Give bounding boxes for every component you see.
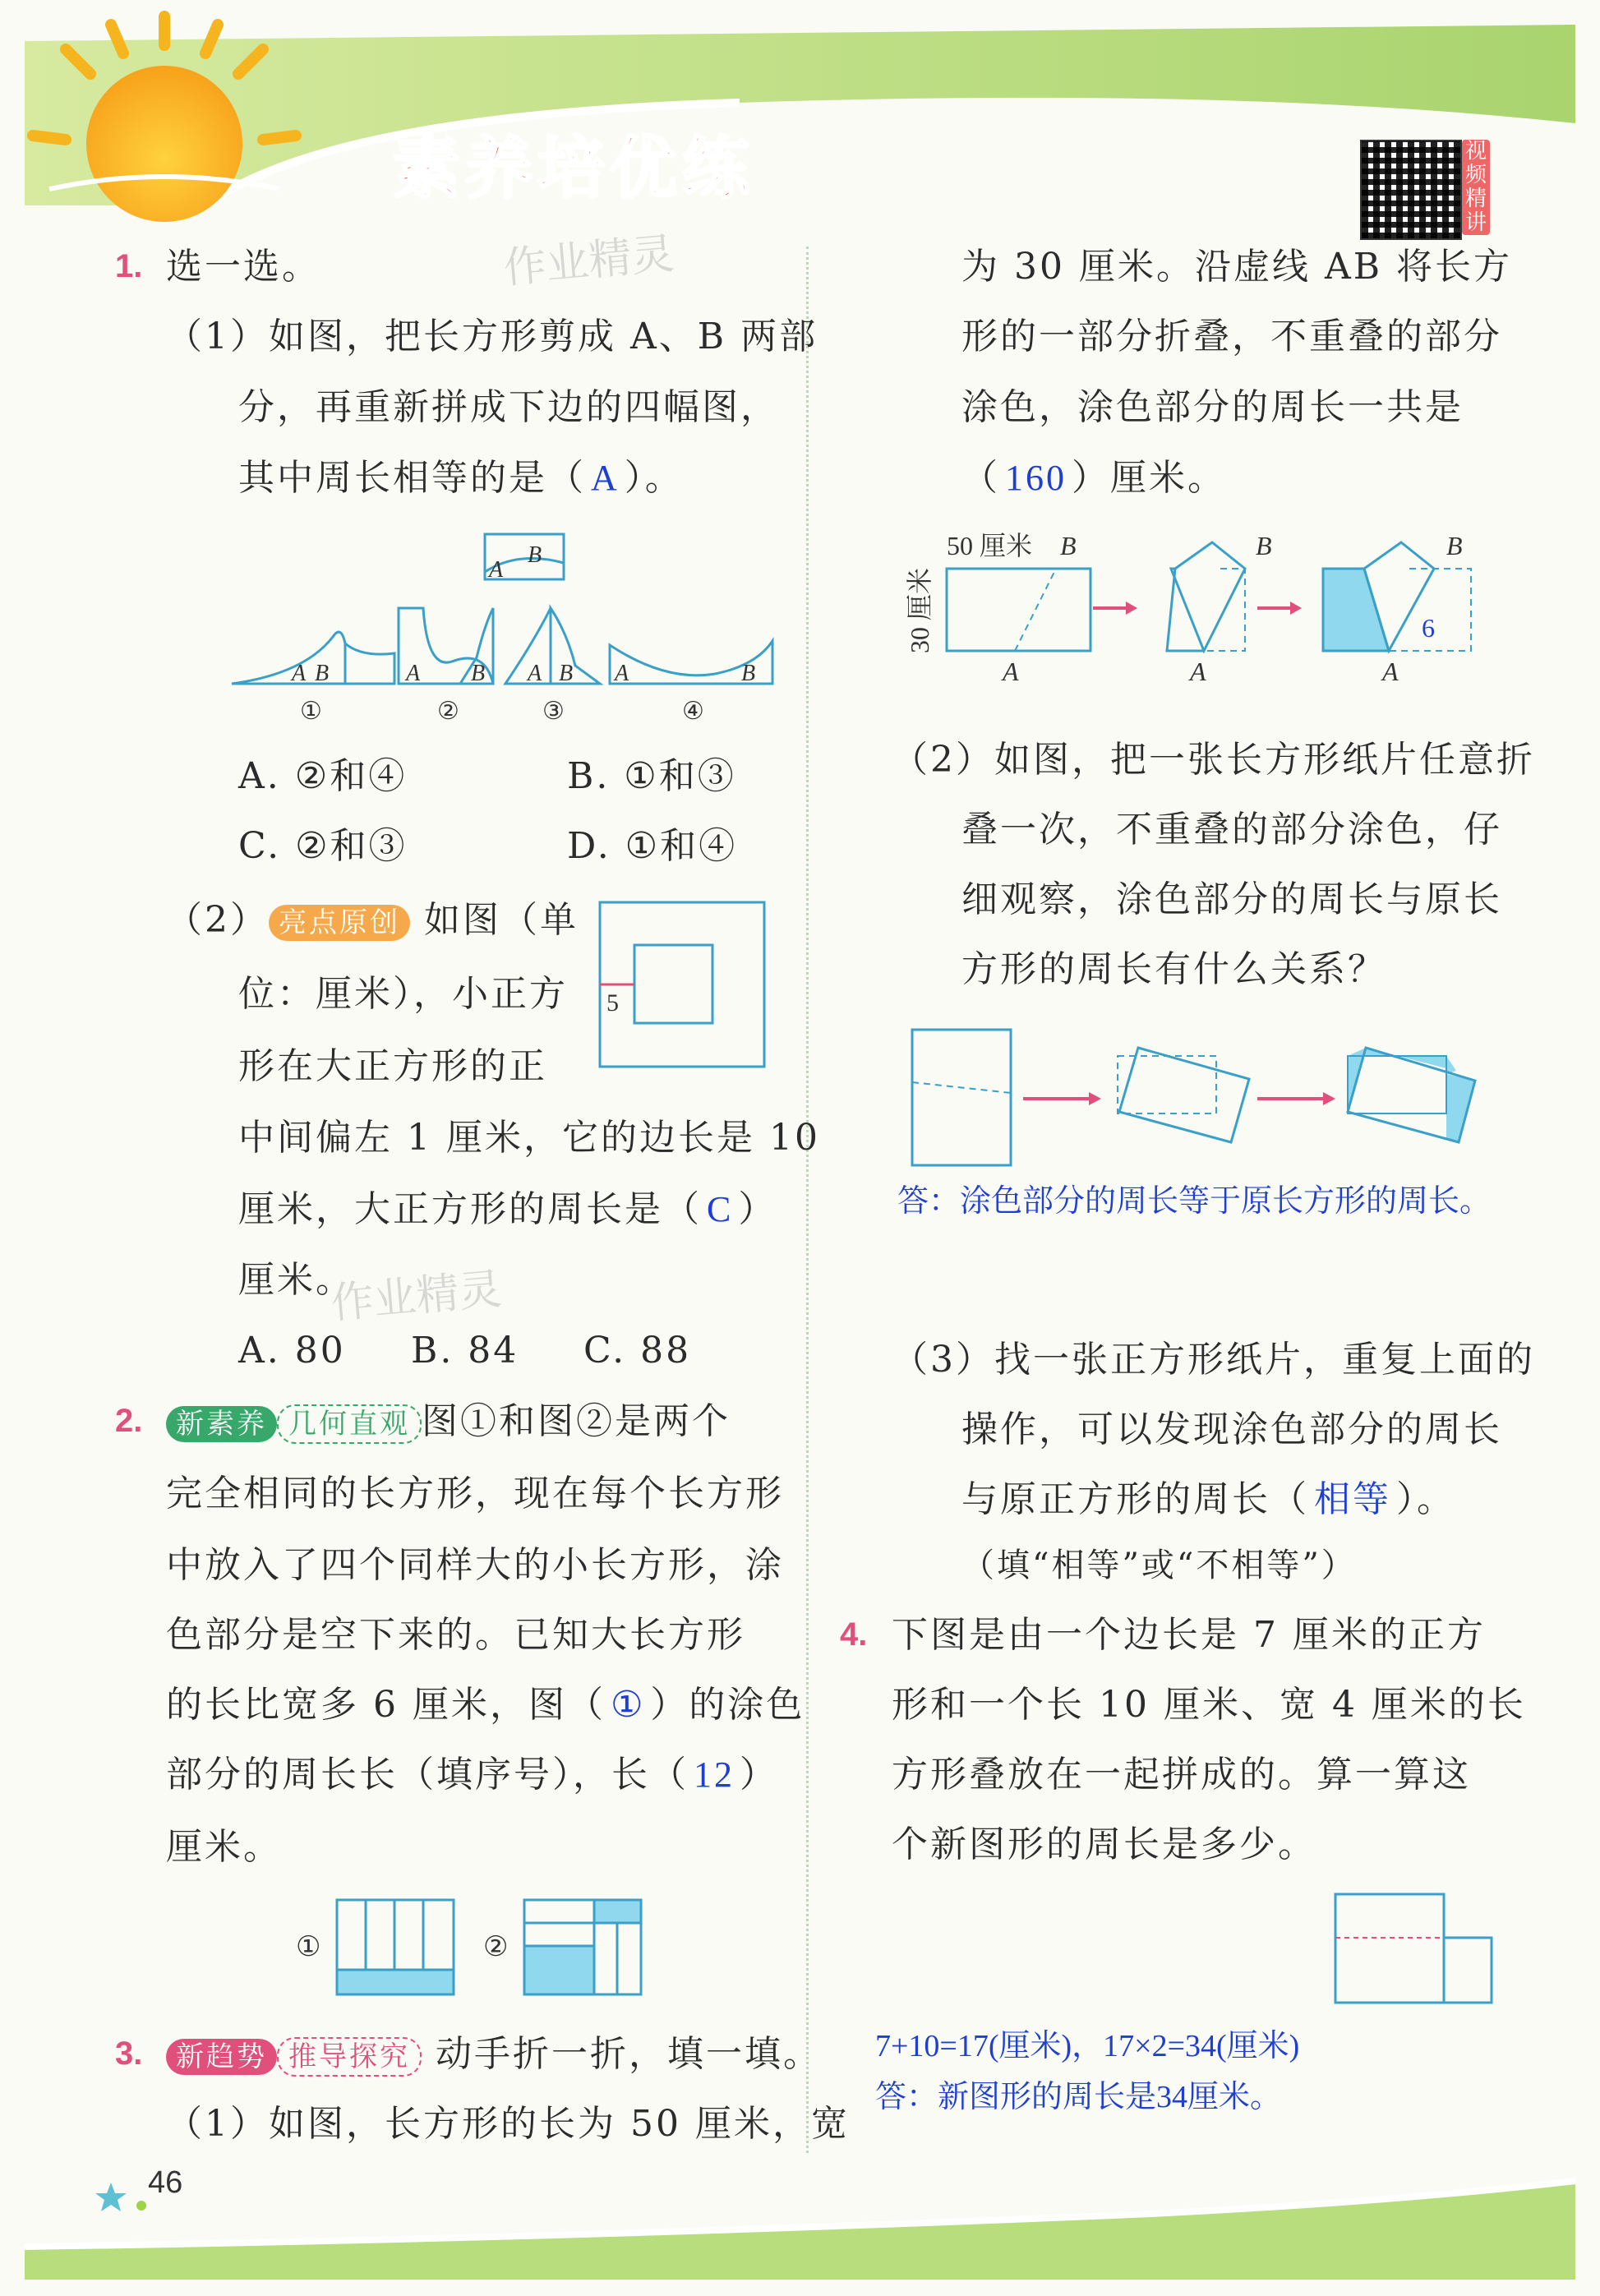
text-line: 涂色，涂色部分的周长一共是: [961, 386, 1464, 428]
text-line: 形在大正方形的正: [238, 1045, 547, 1087]
fig-label: A: [1190, 657, 1206, 686]
text-line: 方形叠放在一起拼成的。算一算这: [892, 1754, 1471, 1796]
tag-badge: 亮点原创: [269, 905, 410, 941]
answer-mark: 6: [1422, 613, 1435, 643]
text-line: 新素养 几何直观 图①和图②是两个: [166, 1397, 731, 1446]
text-line: 细观察，涂色部分的周长与原长: [961, 878, 1502, 920]
fig-label: B: [528, 542, 542, 568]
text-line: （1）如图，把长方形剪成 A、B 两部: [166, 316, 818, 357]
watermark: 作业精灵: [501, 229, 676, 293]
fig-label: B: [1446, 531, 1463, 560]
option-b[interactable]: B. 84: [411, 1330, 519, 1372]
question-number: 2.: [115, 1403, 143, 1439]
text-line: 下图是由一个边长是 7 厘米的正方: [892, 1614, 1486, 1656]
tag-badge: 几何直观: [277, 1404, 422, 1444]
text-line: 新趋势 推导探究 动手折一折，填一填。: [166, 2030, 822, 2079]
question-number: 1.: [115, 248, 143, 284]
text-line: 完全相同的长方形，现在每个长方形: [166, 1473, 784, 1515]
page-title: 素养培优练: [393, 130, 755, 208]
figure-squares: [592, 896, 772, 1077]
answer-mark: C: [707, 1189, 734, 1229]
tag-badge: 新素养: [166, 1406, 277, 1442]
text-line: 形和一个长 10 厘米、宽 4 厘米的长: [892, 1684, 1526, 1726]
option-c[interactable]: C. ②和③: [238, 825, 408, 867]
text-line: 部分的周长长（填序号），长（ 12 ）: [166, 1754, 778, 1796]
text-line: 方形的周长有什么关系？: [961, 948, 1386, 990]
circled-number: ②: [483, 1930, 509, 1963]
fig-label: A: [292, 661, 307, 686]
text-line: （3）找一张正方形纸片，重复上面的: [892, 1339, 1535, 1381]
fig-label: B: [1256, 531, 1272, 560]
fig-label: B: [1060, 531, 1077, 560]
text-line: 为 30 厘米。沿虚线 AB 将长方: [961, 246, 1513, 288]
text-line: 中放入了四个同样大的小长方形，涂: [166, 1544, 784, 1586]
calc-text: 7+10=17(厘米)，17×2=34(厘米): [875, 2029, 1300, 2063]
fig-label: 30 厘米: [905, 567, 934, 653]
text-line: 厘米。: [238, 1259, 354, 1301]
column-divider: [806, 247, 809, 2153]
text-line: （ 160 ）厘米。: [961, 457, 1226, 499]
text-line: 形的一部分折叠，不重叠的部分: [961, 316, 1502, 357]
text-line: 色部分是空下来的。已知大长方形: [166, 1614, 745, 1656]
qr-label: 视频精讲: [1462, 140, 1490, 235]
option-b[interactable]: B. ①和③: [567, 755, 736, 797]
figure-composite: [1331, 1890, 1512, 2005]
question-number: 3.: [115, 2036, 143, 2072]
text-line: 与原正方形的周长（ 相等 ）。: [961, 1478, 1455, 1520]
circled-number: ③: [542, 697, 565, 726]
text-line: （2）如图，把一张长方形纸片任意折: [892, 739, 1535, 781]
fig-label: A: [528, 661, 542, 686]
fig-label: A: [615, 661, 629, 686]
text-line: （1）如图，长方形的长为 50 厘米，宽: [166, 2103, 850, 2145]
option-a[interactable]: A. ②和④: [238, 755, 408, 797]
page-number: 46: [148, 2165, 183, 2200]
circled-number: ①: [300, 697, 322, 726]
circled-number: ①: [296, 1930, 321, 1963]
fig-label: B: [559, 661, 574, 686]
option-c[interactable]: C. 88: [583, 1330, 692, 1372]
text-line: 操作，可以发现涂色部分的周长: [961, 1408, 1502, 1450]
text-line: 厘米，大正方形的周长是（ C ）: [238, 1188, 777, 1230]
fig-label: B: [471, 661, 486, 686]
circled-number: ④: [682, 697, 704, 726]
answer-mark: A: [591, 458, 620, 498]
question-title: 选一选。: [166, 246, 320, 288]
text-line: 位：厘米），小正方: [238, 973, 568, 1015]
circled-number: ②: [437, 697, 459, 726]
watermark: 作业精灵: [329, 1265, 504, 1329]
star-icon: [95, 2183, 127, 2211]
question-number: 4.: [840, 1616, 868, 1653]
answer-mark: 160: [1005, 458, 1067, 498]
answer-mark: ①: [610, 1685, 646, 1725]
fig-label: A: [1382, 657, 1399, 686]
text-line: 的长比宽多 6 厘米，图（ ① ）的涂色: [166, 1684, 805, 1726]
text-line: 个新图形的周长是多少。: [892, 1823, 1316, 1865]
answer-text: 答：新图形的周长是34厘米。: [875, 2080, 1282, 2114]
figure-cut-rectangle: [222, 526, 797, 726]
figure-fold-any: [904, 1023, 1496, 1171]
footer-banner: [0, 2181, 1600, 2296]
text-line: 分，再重新拼成下边的四幅图，: [238, 386, 779, 428]
answer-mark: 12: [694, 1754, 735, 1795]
text-line: （2） 亮点原创 如图（单: [166, 899, 579, 941]
fig-label: 50 厘米: [947, 531, 1033, 560]
qr-code-icon[interactable]: [1360, 140, 1462, 240]
fig-label: B: [741, 661, 756, 686]
text-line: 叠一次，不重叠的部分涂色，仔: [961, 809, 1502, 851]
fig-label: A: [406, 661, 421, 686]
fig-label: A: [489, 557, 504, 583]
text-line: 中间偏左 1 厘米，它的边长是 10: [238, 1117, 820, 1159]
tag-badge: 推导探究: [277, 2037, 422, 2077]
option-d[interactable]: D. ①和④: [567, 825, 738, 867]
tag-badge: 新趋势: [166, 2039, 277, 2075]
fig-label: A: [1003, 657, 1019, 686]
fig-number: 5: [606, 989, 619, 1017]
fig-label: B: [315, 661, 330, 686]
option-a[interactable]: A. 80: [238, 1330, 346, 1372]
text-line: （填“相等”或“不相等”）: [961, 1547, 1357, 1584]
text-line: 厘米。: [166, 1826, 282, 1868]
text-line: 其中周长相等的是（ A ）。: [238, 457, 684, 499]
answer-text: 答：涂色部分的周长等于原长方形的周长。: [897, 1184, 1492, 1219]
figure-rectangles: [296, 1890, 674, 2005]
figure-fold-rectangle: [896, 526, 1471, 690]
answer-mark: 相等: [1314, 1479, 1391, 1519]
